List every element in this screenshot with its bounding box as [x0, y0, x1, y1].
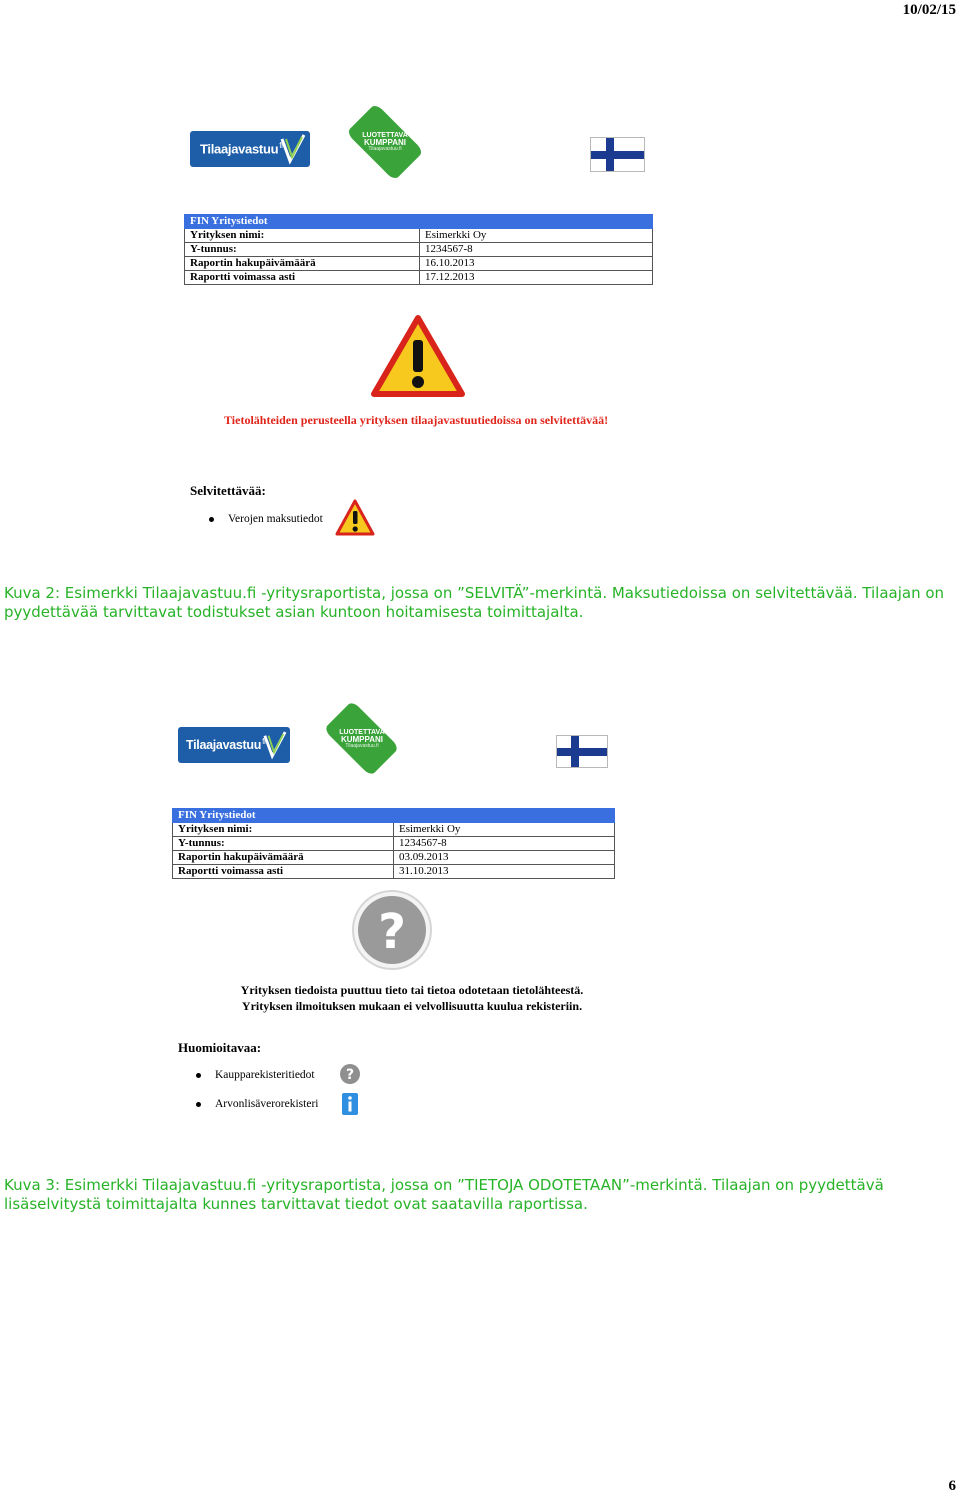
svg-text:?: ?: [378, 904, 406, 960]
checkmark-icon: [280, 133, 306, 165]
table-row: Yrityksen nimi: Esimerkki Oy: [185, 229, 653, 243]
notice-message: Yrityksen tiedoista puuttuu tieto tai tietoa odotetaan tietolähteestä. Yrityksen ilmoituksen mukaan ei velvollisuutta kuulua rekisteriin.: [240, 983, 584, 1013]
tilaajavastuu-logo: Tilaajavastuu$^{fi}$: [190, 131, 310, 167]
tilaajavastuu-logo: Tilaajavastuu$^{fi}$: [178, 727, 290, 763]
company-info-table: [172, 808, 615, 879]
finnish-flag-icon: [590, 137, 645, 172]
info-icon: [342, 1093, 358, 1115]
bullet-icon: [196, 1102, 201, 1107]
table-row: Y-tunnus: 1234567-8: [185, 243, 653, 257]
table-row: Raportin hakupäivämäärä 03.09.2013: [173, 851, 615, 865]
bullet-icon: [209, 517, 214, 522]
table-row: Raportti voimassa asti 31.10.2013: [173, 865, 615, 879]
section-title: Selvitettävää:: [190, 483, 266, 498]
small-question-icon: [339, 1063, 361, 1085]
list-item: Kaupparekisteritiedot: [196, 1069, 315, 1081]
page-date: 10/02/15: [902, 2, 956, 18]
page-number: 6: [948, 1478, 956, 1494]
table-title: FIN Yritystiedot: [185, 215, 653, 229]
small-warning-icon: [334, 498, 376, 538]
table-row: Raportti voimassa asti 17.12.2013: [185, 271, 653, 285]
question-mark-icon: [351, 889, 433, 971]
finnish-flag-icon: [556, 735, 608, 768]
table-row: Yrityksen nimi: Esimerkki Oy: [173, 823, 615, 837]
list-item: Arvonlisäverorekisteri: [196, 1098, 318, 1110]
warning-triangle-icon: [370, 314, 466, 400]
section-title: Huomioitavaa:: [178, 1040, 262, 1055]
company-info-table: [184, 214, 653, 285]
table-row: Raportin hakupäivämäärä 16.10.2013: [185, 257, 653, 271]
list-item: Verojen maksutiedot: [209, 513, 323, 525]
luotettava-kumppani-badge: LUOTETTAVA KUMPPANI Tilaajavastuu.fi: [314, 710, 410, 768]
warning-message: Tietolähteiden perusteella yrityksen tilaajavastuutiedoissa on selvitettävää!: [224, 413, 609, 427]
figure-caption: Kuva 2: Esimerkki Tilaajavastuu.fi -yritysraportista, jossa on ”SELVITÄ”-merkintä. Maksutiedoissa on selvitettävää. Tilaajan on pyydettävää tarvittavat todistukset asian kuntoon hoitamisesta toimittajalta.: [4, 584, 945, 621]
svg-text:?: ?: [345, 1067, 355, 1083]
table-title: FIN Yritystiedot: [173, 809, 615, 823]
figure-caption: Kuva 3: Esimerkki Tilaajavastuu.fi -yritysraportista, jossa on ”TIETOJA ODOTETAAN”-merkintä. Tilaajan on pyydettävä lisäselvitystä toimittajalta kunnes tarvittavat tiedot ovat saatavilla raportissa.: [4, 1176, 884, 1213]
checkmark-icon: [263, 729, 287, 761]
luotettava-kumppani-badge: LUOTETTAVA KUMPPANI Tilaajavastuu.fi: [336, 112, 434, 172]
table-row: Y-tunnus: 1234567-8: [173, 837, 615, 851]
bullet-icon: [196, 1073, 201, 1078]
